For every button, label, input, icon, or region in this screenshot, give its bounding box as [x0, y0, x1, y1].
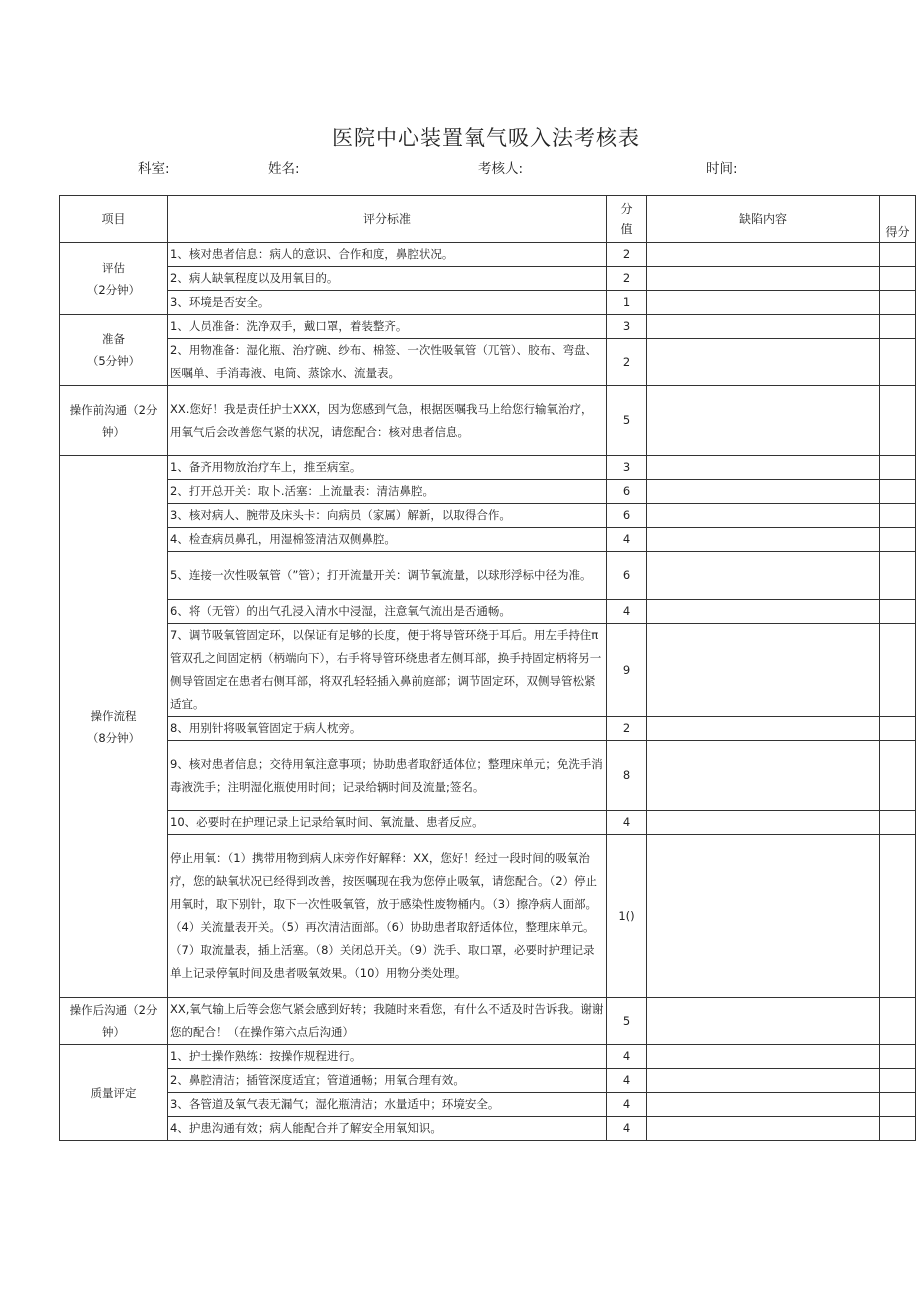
- score-cell: 9: [607, 624, 647, 717]
- header-criteria: 评分标准: [168, 196, 607, 243]
- criteria-cell: 3、核对病人、腕带及床头卡：向病员（家属）解新，以取得合作。: [168, 504, 607, 528]
- score-cell: 4: [607, 528, 647, 552]
- score-cell: 5: [607, 998, 647, 1045]
- defects-cell[interactable]: [647, 528, 880, 552]
- score-cell: 8: [607, 741, 647, 811]
- score-cell: 3: [607, 315, 647, 339]
- defects-cell[interactable]: [647, 291, 880, 315]
- table-row: [60, 456, 916, 480]
- table-row: [60, 835, 916, 998]
- criteria-cell: 10、必要时在护理记录上记录给氧时间、氧流量、患者反应。: [168, 811, 607, 835]
- earned-cell[interactable]: [880, 600, 916, 624]
- defects-cell[interactable]: [647, 624, 880, 717]
- defects-cell[interactable]: [647, 600, 880, 624]
- defects-cell[interactable]: [647, 717, 880, 741]
- examiner-label: 考核人:: [478, 161, 524, 177]
- earned-cell[interactable]: [880, 741, 916, 811]
- earned-cell[interactable]: [880, 291, 916, 315]
- defects-cell[interactable]: [647, 998, 880, 1045]
- score-cell: 1(): [607, 835, 647, 998]
- criteria-cell: XX,氧气输上后等会您气紧会感到好转；我随时来看您，有什么不适及时告诉我。谢谢您的配合！（在操作第六点后沟通）: [168, 998, 607, 1045]
- defects-cell[interactable]: [647, 552, 880, 600]
- criteria-cell: 停止用氧：（1）携带用物到病人床旁作好解释：XX，您好！经过一段时间的吸氧治疗，您的缺氧状况已经得到改善，按医嘱现在我为您停止吸氧，请您配合。（2）停止用氧时，取下别针，取下一次性吸氧管，放于感染性废物桶内。（3）擦净病人面部。（4）关流量表开关。（5）再次清洁面部。（6）协助患者取舒适体位，整理床单元。（7）取流量表，插上活塞。（8）关闭总开关。（9）洗手、取口罩，必要时护理记录单上记录停氧时间及患者吸氧效果。（10）用物分类处理。: [168, 835, 607, 998]
- header-item: 项目: [60, 196, 168, 243]
- table-row: [60, 315, 916, 339]
- earned-cell[interactable]: [880, 456, 916, 480]
- criteria-cell: 6、将（无管）的出气孔浸入清水中浸湿，注意氧气流出是否通畅。: [168, 600, 607, 624]
- section-post-communication: 操作后沟通（2分钟）: [60, 998, 168, 1045]
- defects-cell[interactable]: [647, 267, 880, 291]
- earned-cell[interactable]: [880, 998, 916, 1045]
- section-name: 操作流程: [90, 708, 137, 723]
- earned-cell[interactable]: [880, 1117, 916, 1141]
- table-row: [60, 528, 916, 552]
- section-quality: 质量评定: [60, 1045, 168, 1141]
- table-row: [60, 998, 916, 1045]
- criteria-cell: 2、打开总开关：取卜.活塞：上流量表：清洁鼻腔。: [168, 480, 607, 504]
- earned-cell[interactable]: [880, 717, 916, 741]
- defects-cell[interactable]: [647, 835, 880, 998]
- criteria-cell: 1、核对患者信息：病人的意识、合作和度，鼻腔状况。: [168, 243, 607, 267]
- score-cell: 4: [607, 1093, 647, 1117]
- defects-cell[interactable]: [647, 1117, 880, 1141]
- defects-cell[interactable]: [647, 386, 880, 456]
- earned-cell[interactable]: [880, 243, 916, 267]
- earned-cell[interactable]: [880, 1069, 916, 1093]
- earned-cell[interactable]: [880, 624, 916, 717]
- criteria-cell: XX.您好！我是责任护士XXX，因为您感到气急，根据医嘱我马上给您行输氧治疗，用氧气后会改善您气紧的状况，请您配合：核对患者信息。: [168, 386, 607, 456]
- table-row: [60, 291, 916, 315]
- section-name: 准备: [102, 332, 125, 346]
- page-title: 医院中心装置氧气吸入法考核表: [332, 126, 640, 150]
- defects-cell[interactable]: [647, 504, 880, 528]
- defects-cell[interactable]: [647, 480, 880, 504]
- table-row: [60, 717, 916, 741]
- score-cell: 4: [607, 1117, 647, 1141]
- criteria-cell: 4、护患沟通有效；病人能配合并了解安全用氧知识。: [168, 1117, 607, 1141]
- defects-cell[interactable]: [647, 1045, 880, 1069]
- table-row: [60, 1093, 916, 1117]
- table-row: [60, 811, 916, 835]
- department-label: 科室:: [138, 161, 170, 177]
- criteria-cell: 2、用物准备：湿化瓶、治疗碗、纱布、棉签、一次性吸氧管（兀管）、胶布、弯盘、医嘱单、手消毒液、电筒、蒸馀水、流量表。: [168, 339, 607, 386]
- criteria-cell: 3、环境是否安全。: [168, 291, 607, 315]
- criteria-cell: 7、调节吸氧管固定环，以保证有足够的长度，便于将导管环绕于耳后。用左手持住π管双孔之间固定柄（柄端向下），右手将导管环绕患者左侧耳部，换手持固定柄将另一侧导管固定在患者右侧耳部，将双孔轻轻插入鼻前庭部；调节固定环，双侧导管松紧适宜。: [168, 624, 607, 717]
- score-cell: 2: [607, 243, 647, 267]
- table-header-row: [60, 196, 916, 243]
- score-cell: 5: [607, 386, 647, 456]
- section-time: （5分钟）: [86, 354, 141, 368]
- score-cell: 4: [607, 600, 647, 624]
- name-label: 姓名:: [268, 161, 300, 177]
- earned-cell[interactable]: [880, 528, 916, 552]
- score-cell: 6: [607, 504, 647, 528]
- section-time: （2分钟）: [86, 282, 141, 297]
- defects-cell[interactable]: [647, 741, 880, 811]
- header-earned: 得分: [880, 196, 916, 243]
- section-time: （8分钟）: [86, 730, 141, 745]
- table-row: [60, 600, 916, 624]
- section-name: 评估: [102, 260, 125, 275]
- criteria-cell: 1、护士操作熟练：按操作规程进行。: [168, 1045, 607, 1069]
- earned-cell[interactable]: [880, 552, 916, 600]
- score-cell: 4: [607, 1069, 647, 1093]
- criteria-cell: 4、检查病员鼻孔，用湿棉签清洁双侧鼻腔。: [168, 528, 607, 552]
- score-cell: 6: [607, 480, 647, 504]
- table-row: [60, 1045, 916, 1069]
- defects-cell[interactable]: [647, 339, 880, 386]
- table-row: [60, 552, 916, 600]
- earned-cell[interactable]: [880, 1093, 916, 1117]
- table-row: [60, 480, 916, 504]
- score-cell: 2: [607, 339, 647, 386]
- earned-cell[interactable]: [880, 339, 916, 386]
- score-cell: 4: [607, 811, 647, 835]
- score-cell: 1: [607, 291, 647, 315]
- table-row: [60, 339, 916, 386]
- criteria-cell: 1、人员准备：洗净双手，戴口罩，着装整齐。: [168, 315, 607, 339]
- table-row: [60, 386, 916, 456]
- section-assessment: [60, 243, 168, 315]
- defects-cell[interactable]: [647, 243, 880, 267]
- section-procedure: [60, 456, 168, 998]
- score-cell: 2: [607, 267, 647, 291]
- earned-cell[interactable]: [880, 504, 916, 528]
- score-cell: 3: [607, 456, 647, 480]
- criteria-cell: 2、鼻腔清洁；插管深度适宜；管道通畅；用氧合理有效。: [168, 1069, 607, 1093]
- defects-cell[interactable]: [647, 456, 880, 480]
- defects-cell[interactable]: [647, 1093, 880, 1117]
- table-row: [60, 243, 916, 267]
- criteria-cell: 2、病人缺氧程度以及用氧目的。: [168, 267, 607, 291]
- table-row: [60, 1069, 916, 1093]
- criteria-cell: 1、备齐用物放治疗车上，推至病室。: [168, 456, 607, 480]
- earned-cell[interactable]: [880, 315, 916, 339]
- earned-cell[interactable]: [880, 386, 916, 456]
- header-defects: 缺陷内容: [647, 196, 880, 243]
- table-row: [60, 267, 916, 291]
- score-cell: 2: [607, 717, 647, 741]
- earned-cell[interactable]: [880, 835, 916, 998]
- section-preparation: [60, 315, 168, 386]
- defects-cell[interactable]: [647, 811, 880, 835]
- defects-cell[interactable]: [647, 315, 880, 339]
- criteria-cell: 5、连接一次性吸氧管（”管）；打开流量开关：调节氧流量，以球形浮标中径为准。: [168, 552, 607, 600]
- earned-cell[interactable]: [880, 1045, 916, 1069]
- table-row: [60, 741, 916, 811]
- table-row: [60, 624, 916, 717]
- score-cell: 4: [607, 1045, 647, 1069]
- header-score-line2: 值: [620, 222, 633, 236]
- score-cell: 6: [607, 552, 647, 600]
- defects-cell[interactable]: [647, 1069, 880, 1093]
- earned-cell[interactable]: [880, 811, 916, 835]
- section-pre-communication: 操作前沟通（2分钟）: [60, 386, 168, 456]
- table-row: [60, 504, 916, 528]
- earned-cell[interactable]: [880, 267, 916, 291]
- earned-cell[interactable]: [880, 480, 916, 504]
- header-score-line1: 分: [620, 202, 633, 216]
- criteria-cell: 9、核对患者信息；交待用氧注意事项；协助患者取舒适体位；整理床单元；免洗手消毒液洗手；注明湿化瓶使用时间；记录给辆时间及流量;签名。: [168, 741, 607, 811]
- time-label: 时间:: [706, 161, 738, 177]
- criteria-cell: 8、用别针将吸氧管固定于病人枕旁。: [168, 717, 607, 741]
- assessment-table: [59, 195, 916, 1141]
- table-row: [60, 1117, 916, 1141]
- header-score: [607, 196, 647, 243]
- criteria-cell: 3、各管道及氧气表无漏气；湿化瓶清洁；水量适中；环境安全。: [168, 1093, 607, 1117]
